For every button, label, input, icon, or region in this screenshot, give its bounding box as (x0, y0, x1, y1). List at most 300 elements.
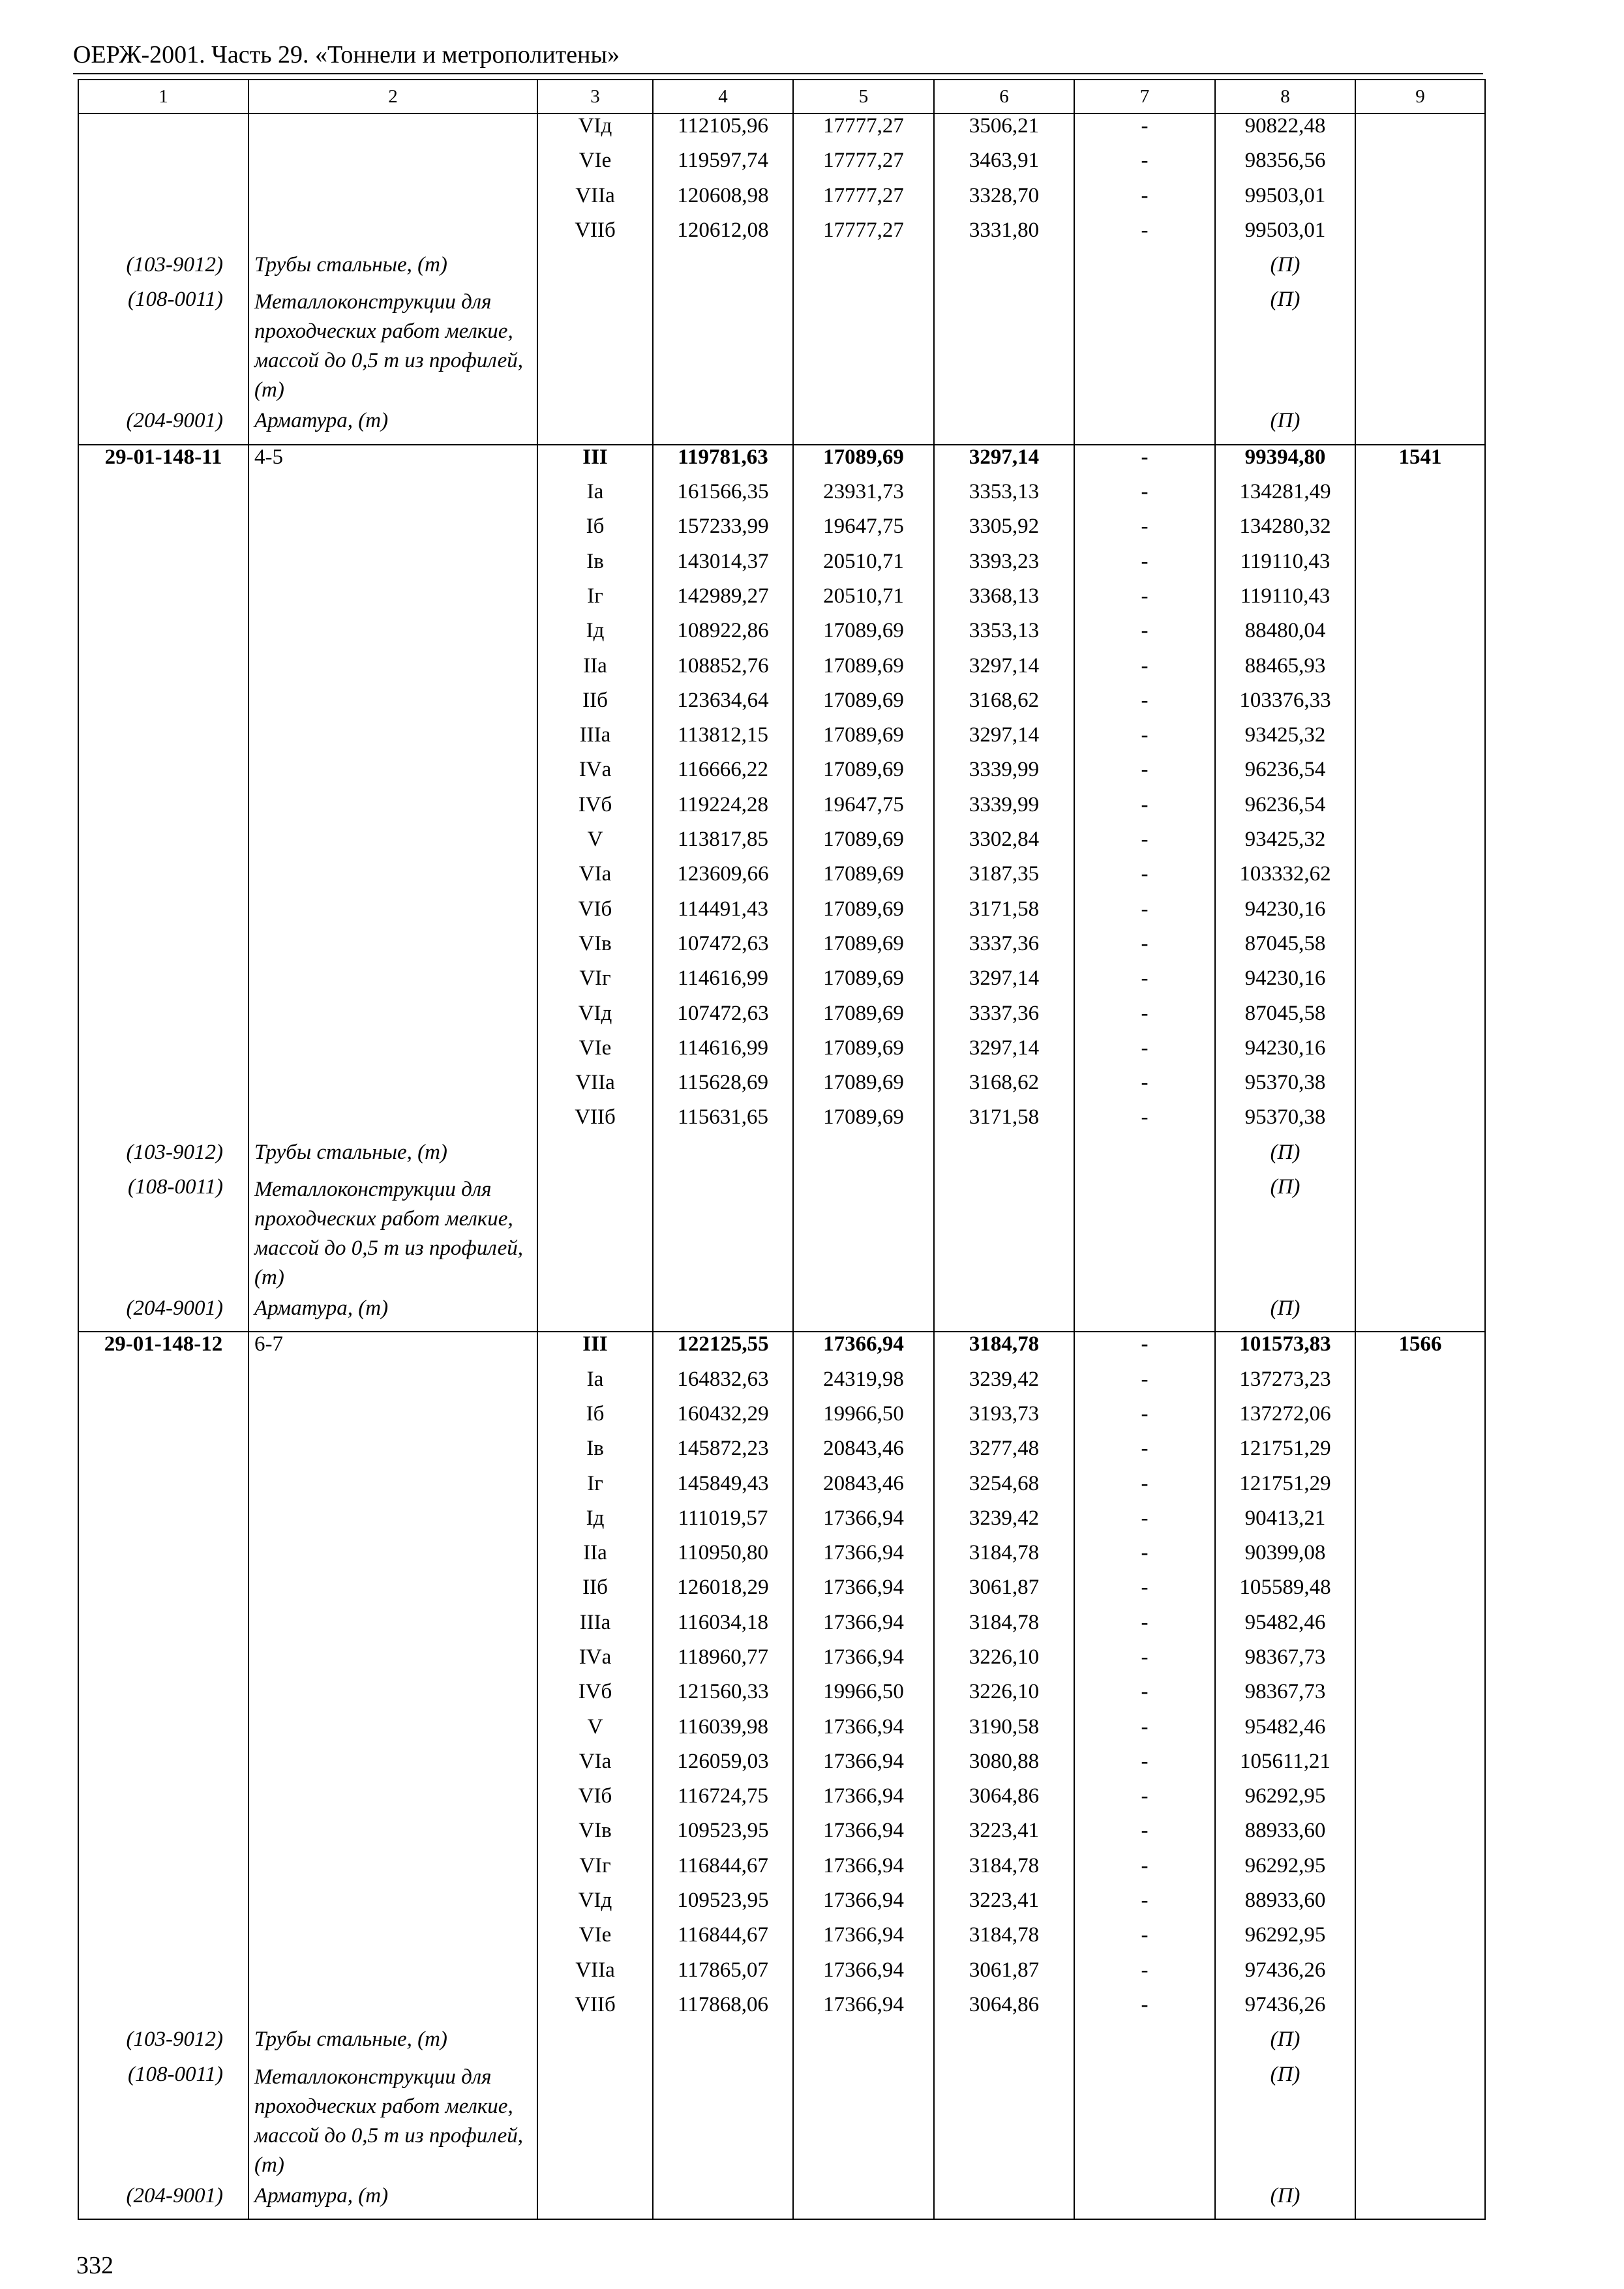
cell-col8: 105589,48 (1215, 1576, 1355, 1610)
cell-col5 (793, 1296, 934, 1332)
resource-code: (108-0011) (78, 288, 248, 409)
cell-col8: 90822,48 (1215, 113, 1355, 149)
cell-col9 (1355, 1889, 1485, 1923)
category-cell: V (537, 828, 653, 862)
cell-col8: (П) (1215, 1175, 1355, 1296)
cell-col8: 119110,43 (1215, 584, 1355, 619)
cell-col4: 107472,63 (653, 932, 793, 966)
rate-code (78, 1645, 248, 1680)
rate-variant (248, 723, 537, 758)
table-row (78, 1541, 1485, 1576)
column-header: 5 (793, 80, 934, 113)
category-cell: IIб (537, 1576, 653, 1610)
cell-col5 (793, 288, 934, 409)
table-row (78, 113, 1485, 149)
category-cell: VIг (537, 966, 653, 1001)
cell-col4 (653, 1175, 793, 1296)
cell-col5: 17366,94 (793, 1715, 934, 1750)
rate-variant (248, 1819, 537, 1853)
category-cell: VIе (537, 1036, 653, 1071)
cell-col6: 3171,58 (934, 897, 1074, 932)
cell-col7: - (1074, 218, 1215, 253)
category-cell: III (537, 445, 653, 480)
cell-col5: 20843,46 (793, 1437, 934, 1471)
cell-col7: - (1074, 1402, 1215, 1437)
cell-col4: 116039,98 (653, 1715, 793, 1750)
cell-col9 (1355, 184, 1485, 218)
table-row (78, 1002, 1485, 1036)
cell-col4 (653, 1141, 793, 1175)
cell-col9 (1355, 1437, 1485, 1471)
rate-variant (248, 584, 537, 619)
cell-col9 (1355, 253, 1485, 288)
category-cell: Iб (537, 1402, 653, 1437)
column-header: 2 (248, 80, 537, 113)
cell-col6 (934, 1175, 1074, 1296)
table-row (78, 1036, 1485, 1071)
category-cell: Iв (537, 550, 653, 584)
resource-row (78, 1141, 1485, 1175)
cell-col7: - (1074, 1368, 1215, 1402)
rate-variant: 4-5 (248, 445, 537, 480)
cell-col6: 3168,62 (934, 1071, 1074, 1105)
cell-col6 (934, 253, 1074, 288)
cell-col6: 3226,10 (934, 1680, 1074, 1714)
table-row (78, 793, 1485, 828)
cell-col9 (1355, 1993, 1485, 2027)
cell-col6: 3239,42 (934, 1506, 1074, 1541)
rate-code (78, 1576, 248, 1610)
cell-col9 (1355, 1819, 1485, 1853)
cell-col6: 3239,42 (934, 1368, 1074, 1402)
resource-code: (103-9012) (78, 253, 248, 288)
cell-col4: 113817,85 (653, 828, 793, 862)
rate-variant (248, 149, 537, 183)
resource-code: (204-9001) (78, 409, 248, 444)
category-cell: Iа (537, 480, 653, 515)
rate-variant (248, 1541, 537, 1576)
cell-col3 (537, 1141, 653, 1175)
rate-code (78, 1002, 248, 1036)
page-header: ОЕРЖ-2001. Часть 29. «Тоннели и метрополитены» (73, 41, 620, 68)
category-cell: IVб (537, 1680, 653, 1714)
cell-col6: 3190,58 (934, 1715, 1074, 1750)
cell-col5: 20510,71 (793, 584, 934, 619)
cell-col7: - (1074, 862, 1215, 897)
category-cell: VIд (537, 113, 653, 149)
table-row (78, 689, 1485, 723)
cell-col5: 17089,69 (793, 654, 934, 689)
resource-row (78, 2184, 1485, 2219)
cell-col8: 95482,46 (1215, 1715, 1355, 1750)
cell-col6: 3339,99 (934, 793, 1074, 828)
cell-col7: - (1074, 654, 1215, 689)
category-cell: VIIа (537, 1958, 653, 1993)
cell-col8: (П) (1215, 288, 1355, 409)
cell-col9 (1355, 550, 1485, 584)
cell-col4: 117865,07 (653, 1958, 793, 1993)
cell-col7: - (1074, 966, 1215, 1001)
cell-col4: 111019,57 (653, 1506, 793, 1541)
cell-col6: 3305,92 (934, 515, 1074, 549)
cell-col3 (537, 2184, 653, 2219)
cell-col6: 3184,78 (934, 1332, 1074, 1367)
table-row (78, 584, 1485, 619)
cell-col5: 17089,69 (793, 1105, 934, 1140)
rate-variant (248, 1576, 537, 1610)
cell-col8: 94230,16 (1215, 966, 1355, 1001)
table-row (78, 723, 1485, 758)
rate-variant (248, 1680, 537, 1714)
cell-col4: 108852,76 (653, 654, 793, 689)
cell-col8: 105611,21 (1215, 1750, 1355, 1784)
resource-row (78, 253, 1485, 288)
category-cell: VIа (537, 862, 653, 897)
cell-col5: 17777,27 (793, 218, 934, 253)
cell-col5: 17366,94 (793, 1332, 934, 1367)
cell-col8: 88480,04 (1215, 619, 1355, 653)
cell-col5: 17089,69 (793, 619, 934, 653)
cell-col6: 3328,70 (934, 184, 1074, 218)
cell-col8: 97436,26 (1215, 1958, 1355, 1993)
table-row (78, 1854, 1485, 1889)
rate-code (78, 149, 248, 183)
rate-variant (248, 619, 537, 653)
rate-variant (248, 1506, 537, 1541)
cell-col7: - (1074, 1784, 1215, 1819)
cell-col9 (1355, 1002, 1485, 1036)
table-row (78, 654, 1485, 689)
cell-col6: 3184,78 (934, 1541, 1074, 1576)
resource-code: (103-9012) (78, 2027, 248, 2062)
cell-col4: 115628,69 (653, 1071, 793, 1105)
cell-col5: 17366,94 (793, 1819, 934, 1853)
rate-code (78, 1036, 248, 1071)
category-cell: VIIа (537, 1071, 653, 1105)
cell-col7 (1074, 1296, 1215, 1332)
table-row (78, 828, 1485, 862)
category-cell: VIе (537, 1923, 653, 1958)
table-row (78, 515, 1485, 549)
cell-col6: 3368,13 (934, 584, 1074, 619)
table-row (78, 1750, 1485, 1784)
rate-code (78, 1784, 248, 1819)
cell-col4 (653, 2184, 793, 2219)
cell-col7: - (1074, 1750, 1215, 1784)
cell-col4: 121560,33 (653, 1680, 793, 1714)
cell-col9 (1355, 1175, 1485, 1296)
category-cell: IIа (537, 1541, 653, 1576)
cell-col7: - (1074, 1715, 1215, 1750)
cell-col5: 17366,94 (793, 1993, 934, 2027)
cell-col8: 98367,73 (1215, 1645, 1355, 1680)
cell-col9 (1355, 1296, 1485, 1332)
resource-code: (103-9012) (78, 1141, 248, 1175)
cell-col3 (537, 1296, 653, 1332)
cell-col9: 1566 (1355, 1332, 1485, 1367)
category-cell: IVб (537, 793, 653, 828)
cell-col5: 19647,75 (793, 793, 934, 828)
category-cell: Iд (537, 1506, 653, 1541)
cell-col7: - (1074, 723, 1215, 758)
cell-col9 (1355, 689, 1485, 723)
cell-col5: 23931,73 (793, 480, 934, 515)
rate-code (78, 828, 248, 862)
table-row (78, 149, 1485, 183)
rate-variant (248, 1071, 537, 1105)
cell-col9 (1355, 619, 1485, 653)
cell-col8: (П) (1215, 2027, 1355, 2062)
cell-col5: 17089,69 (793, 445, 934, 480)
cell-col7: - (1074, 1993, 1215, 2027)
rate-variant (248, 1645, 537, 1680)
rate-code (78, 932, 248, 966)
cell-col5: 17089,69 (793, 758, 934, 792)
cell-col4: 116666,22 (653, 758, 793, 792)
cell-col9 (1355, 1472, 1485, 1506)
rate-code (78, 515, 248, 549)
cell-col5: 17089,69 (793, 689, 934, 723)
cell-col5: 17089,69 (793, 1071, 934, 1105)
cell-col6: 3393,23 (934, 550, 1074, 584)
cell-col8: (П) (1215, 1141, 1355, 1175)
cell-col5: 17366,94 (793, 1750, 934, 1784)
rate-variant (248, 793, 537, 828)
cell-col8: 99503,01 (1215, 218, 1355, 253)
cell-col6: 3339,99 (934, 758, 1074, 792)
cell-col7: - (1074, 1071, 1215, 1105)
cell-col6: 3064,86 (934, 1784, 1074, 1819)
cell-col8: 103332,62 (1215, 862, 1355, 897)
resource-code: (108-0011) (78, 2063, 248, 2184)
cell-col5: 17089,69 (793, 723, 934, 758)
rate-variant (248, 1715, 537, 1750)
cell-col6: 3226,10 (934, 1645, 1074, 1680)
cell-col5: 20843,46 (793, 1472, 934, 1506)
cell-col6: 3064,86 (934, 1993, 1074, 2027)
rate-variant (248, 480, 537, 515)
cell-col8: 95370,38 (1215, 1071, 1355, 1105)
cell-col4: 114616,99 (653, 966, 793, 1001)
category-cell: Iб (537, 515, 653, 549)
cell-col4: 116844,67 (653, 1854, 793, 1889)
cell-col8: 137273,23 (1215, 1368, 1355, 1402)
table-body (78, 80, 1485, 2219)
cell-col9 (1355, 2184, 1485, 2219)
cell-col6: 3184,78 (934, 1923, 1074, 1958)
cell-col5: 17366,94 (793, 1611, 934, 1645)
cell-col8: 90399,08 (1215, 1541, 1355, 1576)
cell-col6 (934, 2184, 1074, 2219)
cell-col9 (1355, 828, 1485, 862)
cell-col5: 17366,94 (793, 1645, 934, 1680)
column-header-row (78, 80, 1485, 113)
cell-col5: 19966,50 (793, 1680, 934, 1714)
resource-description: Металлоконструкции для проходческих работ мелкие, массой до 0,5 т из профилей, (т) (248, 1175, 537, 1296)
cell-col6: 3337,36 (934, 932, 1074, 966)
cell-col5 (793, 2063, 934, 2184)
cell-col7: - (1074, 689, 1215, 723)
cell-col5 (793, 2184, 934, 2219)
rate-code (78, 1105, 248, 1140)
rate-code (78, 1541, 248, 1576)
cell-col7: - (1074, 1036, 1215, 1071)
cell-col4: 110950,80 (653, 1541, 793, 1576)
table-row (78, 550, 1485, 584)
cell-col6: 3297,14 (934, 654, 1074, 689)
rate-code (78, 218, 248, 253)
cell-col7 (1074, 1141, 1215, 1175)
cell-col7 (1074, 2027, 1215, 2062)
cell-col9 (1355, 1368, 1485, 1402)
category-cell: VIе (537, 149, 653, 183)
cell-col8: 137272,06 (1215, 1402, 1355, 1437)
cell-col8: 103376,33 (1215, 689, 1355, 723)
cell-col6: 3297,14 (934, 723, 1074, 758)
cell-col6: 3061,87 (934, 1958, 1074, 1993)
cell-col9 (1355, 1576, 1485, 1610)
rate-code (78, 1071, 248, 1105)
table-row (78, 1611, 1485, 1645)
cell-col3 (537, 2063, 653, 2184)
cell-col7: - (1074, 550, 1215, 584)
cell-col5: 17366,94 (793, 1576, 934, 1610)
cell-col5: 20510,71 (793, 550, 934, 584)
rate-code (78, 1854, 248, 1889)
cell-col7: - (1074, 1958, 1215, 1993)
resource-code: (204-9001) (78, 1296, 248, 1332)
category-cell: VIIб (537, 218, 653, 253)
cell-col9 (1355, 1105, 1485, 1140)
cell-col8: (П) (1215, 409, 1355, 444)
resource-description: Арматура, (т) (248, 2184, 537, 2219)
table-row (78, 758, 1485, 792)
table-row (78, 1819, 1485, 1853)
cell-col6: 3171,58 (934, 1105, 1074, 1140)
category-cell: Iа (537, 1368, 653, 1402)
table-row (78, 1923, 1485, 1958)
cell-col8: 134281,49 (1215, 480, 1355, 515)
cell-col8: 101573,83 (1215, 1332, 1355, 1367)
category-cell: IIIа (537, 1611, 653, 1645)
cell-col7 (1074, 2184, 1215, 2219)
header-rule (73, 73, 1483, 74)
cell-col4: 109523,95 (653, 1889, 793, 1923)
cell-col4: 118960,77 (653, 1645, 793, 1680)
cell-col7: - (1074, 1645, 1215, 1680)
cell-col4: 114491,43 (653, 897, 793, 932)
cell-col7: - (1074, 1889, 1215, 1923)
resource-description: Металлоконструкции для проходческих работ мелкие, массой до 0,5 т из профилей, (т) (248, 288, 537, 409)
cell-col5: 17366,94 (793, 1784, 934, 1819)
cell-col5: 17366,94 (793, 1958, 934, 1993)
rate-variant (248, 1958, 537, 1993)
table-row (78, 218, 1485, 253)
cell-col9 (1355, 793, 1485, 828)
cell-col9 (1355, 1141, 1485, 1175)
category-cell: VIв (537, 932, 653, 966)
cell-col4: 119781,63 (653, 445, 793, 480)
cell-col3 (537, 2027, 653, 2062)
rate-variant (248, 654, 537, 689)
cell-col4: 120612,08 (653, 218, 793, 253)
cell-col3 (537, 253, 653, 288)
cell-col9 (1355, 1071, 1485, 1105)
category-cell: VIб (537, 897, 653, 932)
cell-col6: 3254,68 (934, 1472, 1074, 1506)
cell-col9 (1355, 2063, 1485, 2184)
rate-variant (248, 184, 537, 218)
cell-col6: 3184,78 (934, 1611, 1074, 1645)
cell-col9 (1355, 1036, 1485, 1071)
cell-col9: 1541 (1355, 445, 1485, 480)
table-row (78, 1368, 1485, 1402)
table-row (78, 1645, 1485, 1680)
cell-col6: 3277,48 (934, 1437, 1074, 1471)
rate-code (78, 1506, 248, 1541)
rate-variant (248, 966, 537, 1001)
cell-col7: - (1074, 1506, 1215, 1541)
cell-col5: 17089,69 (793, 897, 934, 932)
cell-col8: 87045,58 (1215, 1002, 1355, 1036)
cell-col4: 164832,63 (653, 1368, 793, 1402)
cell-col5 (793, 253, 934, 288)
cell-col5: 19966,50 (793, 1402, 934, 1437)
table-row (78, 1105, 1485, 1140)
rate-variant (248, 828, 537, 862)
cell-col6: 3297,14 (934, 445, 1074, 480)
cell-col7: - (1074, 619, 1215, 653)
rate-variant (248, 1002, 537, 1036)
table-row (78, 1958, 1485, 1993)
cell-col7: - (1074, 1923, 1215, 1958)
rate-variant (248, 1889, 537, 1923)
resource-row (78, 1296, 1485, 1332)
cell-col5 (793, 1141, 934, 1175)
cell-col6 (934, 288, 1074, 409)
cell-col4: 113812,15 (653, 723, 793, 758)
cell-col6 (934, 2063, 1074, 2184)
cell-col7: - (1074, 515, 1215, 549)
table-row (78, 862, 1485, 897)
cell-col6: 3223,41 (934, 1819, 1074, 1853)
rate-variant (248, 1750, 537, 1784)
cell-col5: 17366,94 (793, 1506, 934, 1541)
cell-col6: 3184,78 (934, 1854, 1074, 1889)
cell-col7 (1074, 1175, 1215, 1296)
rate-code (78, 1923, 248, 1958)
cell-col5: 17777,27 (793, 113, 934, 149)
cell-col9 (1355, 1750, 1485, 1784)
category-cell: VIд (537, 1002, 653, 1036)
cell-col9 (1355, 654, 1485, 689)
rate-variant (248, 689, 537, 723)
cell-col9 (1355, 1958, 1485, 1993)
cell-col8: 98367,73 (1215, 1680, 1355, 1714)
resource-description: Трубы стальные, (т) (248, 1141, 537, 1175)
cell-col6: 3353,13 (934, 480, 1074, 515)
table-row (78, 1437, 1485, 1471)
rate-code (78, 1437, 248, 1471)
category-cell: VIIа (537, 184, 653, 218)
category-cell: Iг (537, 584, 653, 619)
cell-col4: 119597,74 (653, 149, 793, 183)
cell-col5: 17777,27 (793, 149, 934, 183)
rate-variant (248, 515, 537, 549)
resource-code: (108-0011) (78, 1175, 248, 1296)
resource-description: Металлоконструкции для проходческих работ мелкие, массой до 0,5 т из профилей, (т) (248, 2063, 537, 2184)
rate-variant (248, 1437, 537, 1471)
